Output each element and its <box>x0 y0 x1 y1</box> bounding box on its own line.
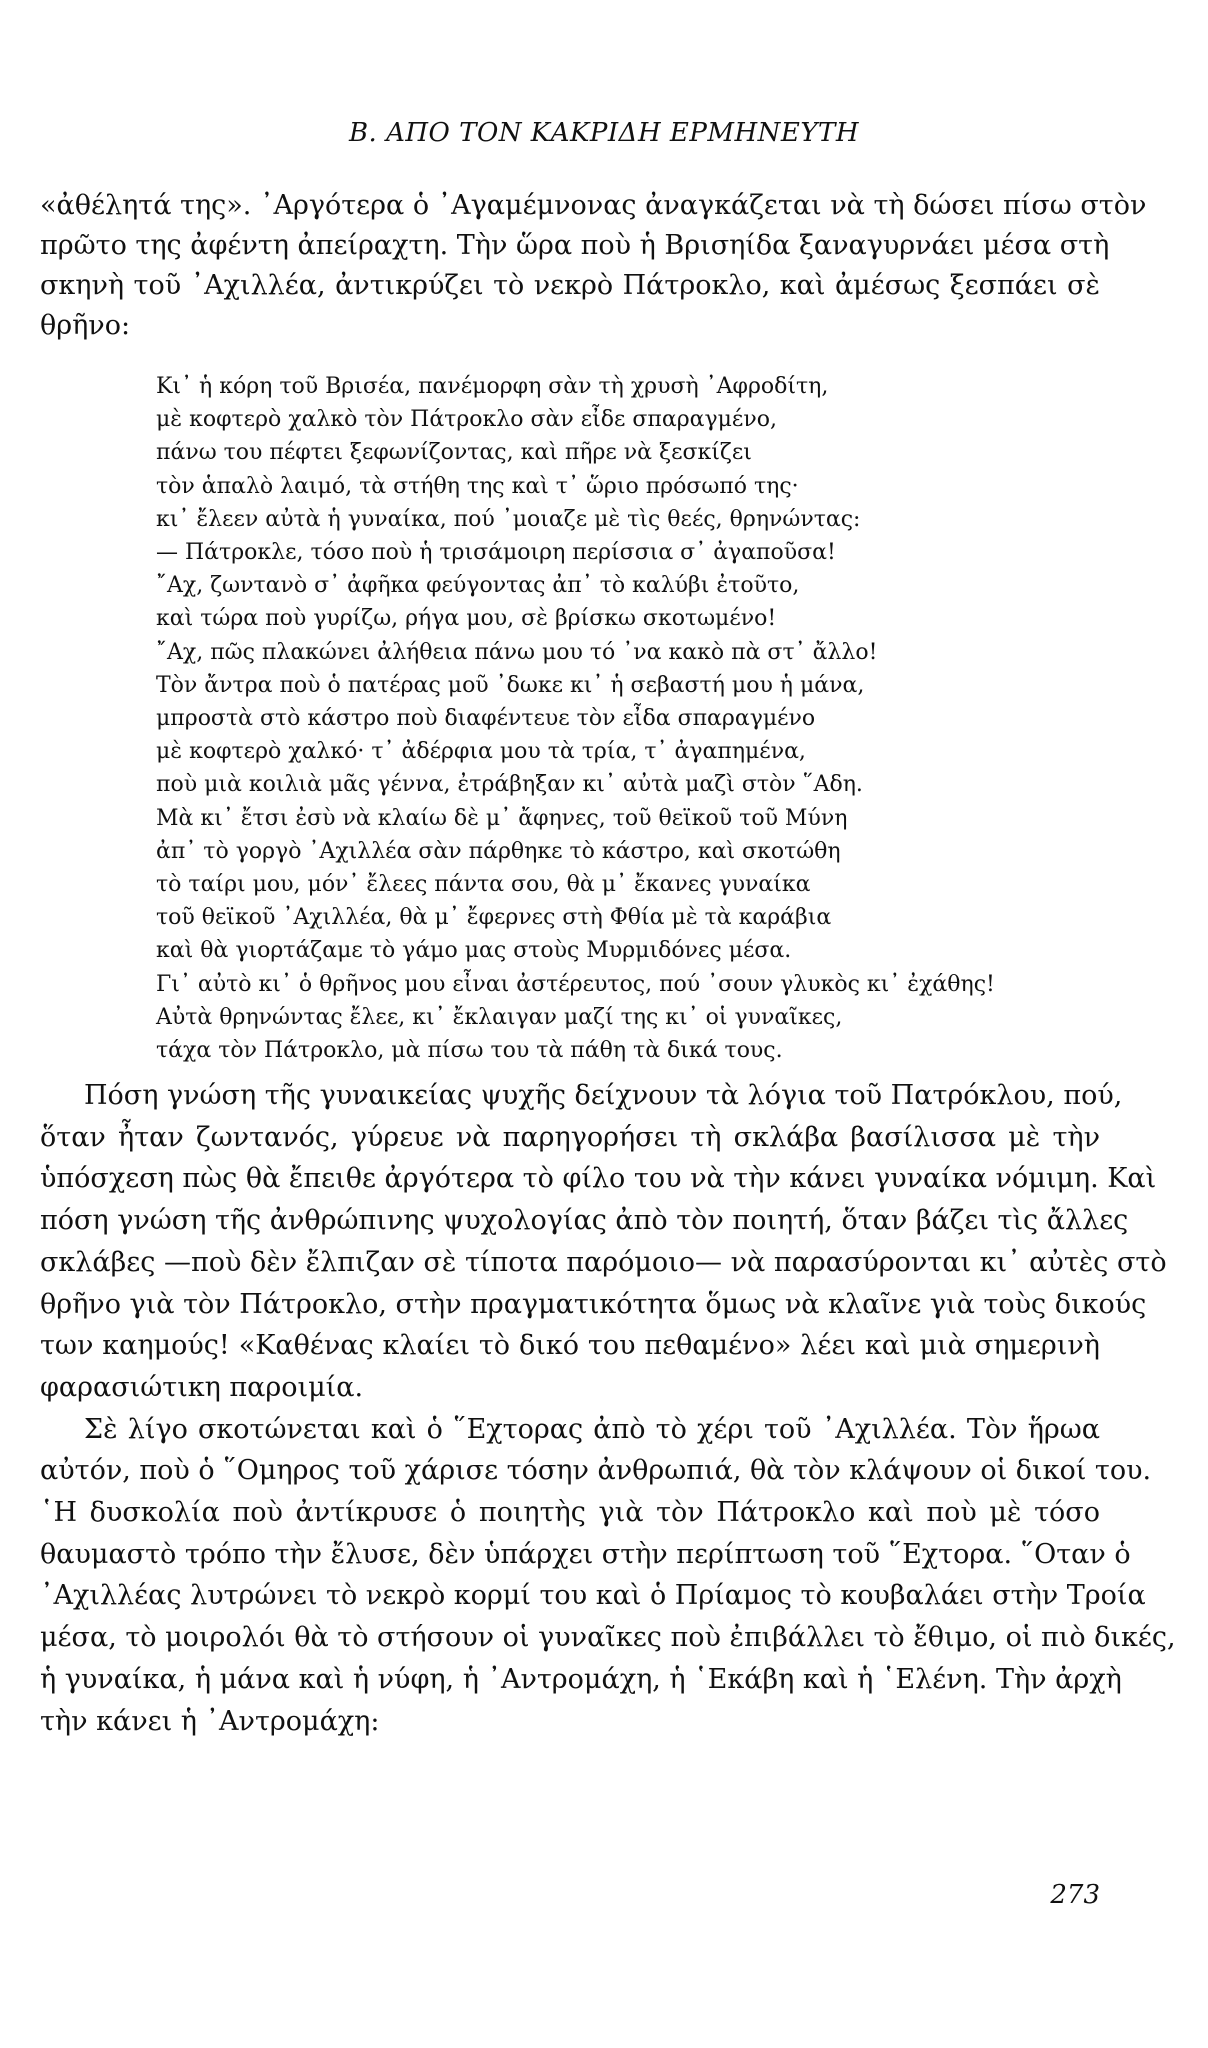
page-number: 273 <box>1050 1880 1100 1910</box>
poem-line: μὲ κοφτερὸ χαλκό· τ᾽ ἀδέρφια μου τὰ τρία, τ᾽ ἀγαπημένα, <box>156 739 806 765</box>
paragraph <box>40 1409 1176 1743</box>
paragraph <box>40 1075 1167 1409</box>
poem-line: ῎Αχ, πῶς πλακώνει ἀλήθεια πάνω μου τό ᾽να κακὸ πὰ στ᾽ ἄλλο! <box>156 639 878 665</box>
poem-line: τὸν ἁπαλὸ λαιμό, τὰ στήθη της καὶ τ᾽ ὥριο πρόσωπό της· <box>156 473 799 499</box>
body-text <box>40 1075 1176 1742</box>
poem-line: Γι᾽ αὐτὸ κι᾽ ὁ θρῆνος μου εἶναι ἀστέρευτος, πού ᾽σουν γλυκὸς κι᾽ ἐχάθης! <box>156 971 995 997</box>
text-line: αὐτόν, ποὺ ὁ ῞Ομηρος τοῦ χάρισε τόσην ἀνθρωπιά, θὰ τὸν κλάψουν οἱ δικοί του. <box>40 1455 1152 1487</box>
text-line: μέσα, τὸ μοιρολόι θὰ τὸ στήσουν οἱ γυναῖκες ποὺ ἐπιβάλλει τὸ ἔθιμο, οἱ πιὸ δικές, <box>40 1622 1176 1654</box>
poem-line: — Πάτροκλε, τόσο ποὺ ἡ τρισάμοιρη περίσσια σ᾽ ἀγαποῦσα! <box>156 540 836 566</box>
poem-line: Αὐτὰ θρηνώντας ἔλεε, κι᾽ ἔκλαιγαν μαζί της κι᾽ οἱ γυναῖκες, <box>156 1004 843 1030</box>
running-title: B. ΑΠΟ ΤΟΝ ΚΑΚΡΙΔΗ ΕΡΜΗΝΕΥΤΗ <box>348 118 860 148</box>
text-line: σκηνὴ τοῦ ᾽Αχιλλέα, ἀντικρύζει τὸ νεκρὸ Πάτροκλο, καὶ ἀμέσως ξεσπάει σὲ <box>40 270 1100 301</box>
poem-quotation <box>156 370 995 1067</box>
text-line: θρῆνο: <box>40 310 131 341</box>
text-line: πόση γνώση τῆς ἀνθρώπινης ψυχολογίας ἀπὸ τὸν ποιητή, ὅταν βάζει τὶς ἄλλες <box>40 1205 1129 1237</box>
text-line: Σὲ λίγο σκοτώνεται καὶ ὁ ῞Εχτορας ἀπὸ τὸ χέρι τοῦ ᾽Αχιλλέα. Τὸν ἥρωα <box>84 1413 1100 1445</box>
text-line: πρῶτο της ἀφέντη ἀπείραχτη. Τὴν ὥρα ποὺ ἡ Βρισηίδα ξαναγυρνάει μέσα στὴ <box>40 230 1110 261</box>
poem-line: μπροστὰ στὸ κάστρο ποὺ διαφέντευε τὸν εἶδα σπαραγμένο <box>156 706 816 732</box>
text-line: ὑπόσχεση πὼς θὰ ἔπειθε ἀργότερα τὸ φίλο του νὰ τὴν κάνει γυναίκα νόμιμη. Καὶ <box>40 1163 1157 1195</box>
text-line: θαυμαστὸ τρόπο τὴν ἔλυσε, δὲν ὑπάρχει στὴν περίπτωση τοῦ ῞Εχτορα. ῞Οταν ὁ <box>40 1538 1131 1570</box>
text-line: «ἀθέλητά της». ᾽Αργότερα ὁ ᾽Αγαμέμνονας ἀναγκάζεται νὰ τὴ δώσει πίσω στὸν <box>40 190 1147 221</box>
text-line: θρῆνο γιὰ τὸν Πάτροκλο, στὴν πραγματικότητα ὅμως νὰ κλαῖνε γιὰ τοὺς δικούς <box>40 1288 1147 1320</box>
text-line: των καημούς! «Καθένας κλαίει τὸ δικό του πεθαμένο» λέει καὶ μιὰ σημερινὴ <box>40 1330 1100 1362</box>
poem-line: ἀπ᾽ τὸ γοργὸ ᾽Αχιλλέα σὰν πάρθηκε τὸ κάστρο, καὶ σκοτώθη <box>156 838 841 864</box>
poem-line: Κι᾽ ἡ κόρη τοῦ Βρισέα, πανέμορφη σὰν τὴ χρυσὴ ᾽Αφροδίτη, <box>156 374 829 399</box>
poem-line: καὶ θὰ γιορτάζαμε τὸ γάμο μας στοὺς Μυρμιδόνες μέσα. <box>156 938 792 964</box>
text-line: Πόση γνώση τῆς γυναικείας ψυχῆς δείχνουν τὰ λόγια τοῦ Πατρόκλου, πού, <box>84 1080 1123 1111</box>
poem-line: τάχα τὸν Πάτροκλο, μὰ πίσω του τὰ πάθη τὰ δικά τους. <box>156 1038 783 1064</box>
poem-line: Τὸν ἄντρα ποὺ ὁ πατέρας μοῦ ᾽δωκε κι᾽ ἡ σεβαστή μου ἡ μάνα, <box>156 672 865 698</box>
text-line: ῾Η δυσκολία ποὺ ἀντίκρυσε ὁ ποιητὴς γιὰ τὸν Πάτροκλο καὶ ποὺ μὲ τόσο <box>40 1497 1100 1529</box>
poem-line: κι᾽ ἔλεεν αὐτὰ ἡ γυναίκα, πού ᾽μοιαζε μὲ τὶς θεές, θρηνώντας: <box>156 506 861 532</box>
poem-line: τὸ ταίρι μου, μόν᾽ ἔλεες πάντα σου, θὰ μ᾽ ἔκανες γυναίκα <box>156 872 811 898</box>
poem-line: πάνω του πέφτει ξεφωνίζοντας, καὶ πῆρε νὰ ξεσκίζει <box>156 440 752 466</box>
text-line: ὅταν ἦταν ζωντανός, γύρευε νὰ παρηγορήσει τὴ σκλάβα βασίλισσα μὲ τὴν <box>40 1121 1100 1153</box>
poem-line: Μὰ κι᾽ ἔτσι ἐσὺ νὰ κλαίω δὲ μ᾽ ἄφηνες, τοῦ θεϊκοῦ τοῦ Μύνη <box>156 805 848 831</box>
poem-line: καὶ τώρα ποὺ γυρίζω, ρήγα μου, σὲ βρίσκω σκοτωμένο! <box>156 606 777 632</box>
poem-line: ῎Αχ, ζωντανὸ σ᾽ ἀφῆκα φεύγοντας ἀπ᾽ τὸ καλύβι ἐτοῦτο, <box>156 573 800 599</box>
text-line: φαρασιώτικη παροιμία. <box>40 1371 364 1403</box>
poem-line: μὲ κοφτερὸ χαλκὸ τὸν Πάτροκλο σὰν εἶδε σπαραγμένο, <box>156 407 777 433</box>
poem-line: ποὺ μιὰ κοιλιὰ μᾶς γέννα, ἐτράβηξαν κι᾽ αὐτὰ μαζὶ στὸν ῞Αδη. <box>156 772 863 798</box>
text-line: ἡ γυναίκα, ἡ μάνα καὶ ἡ νύφη, ἡ ᾽Αντρομάχη, ἡ ῾Εκάβη καὶ ἡ ῾Ελένη. Τὴν ἀρχὴ <box>40 1663 1122 1695</box>
text-line: ᾽Αχιλλέας λυτρώνει τὸ νεκρὸ κορμί του καὶ ὁ Πρίαμος τὸ κουβαλάει στὴν Τροία <box>40 1580 1146 1612</box>
poem-line: τοῦ θεϊκοῦ ᾽Αχιλλέα, θὰ μ᾽ ἔφερνες στὴ Φθία μὲ τὰ καράβια <box>156 905 832 931</box>
text-line: σκλάβες —ποὺ δὲν ἔλπιζαν σὲ τίποτα παρόμοιο— νὰ παρασύρονται κι᾽ αὐτὲς στὸ <box>40 1246 1167 1278</box>
text-line: τὴν κάνει ἡ ᾽Αντρομάχη: <box>40 1705 380 1737</box>
intro-paragraph <box>40 186 1147 346</box>
